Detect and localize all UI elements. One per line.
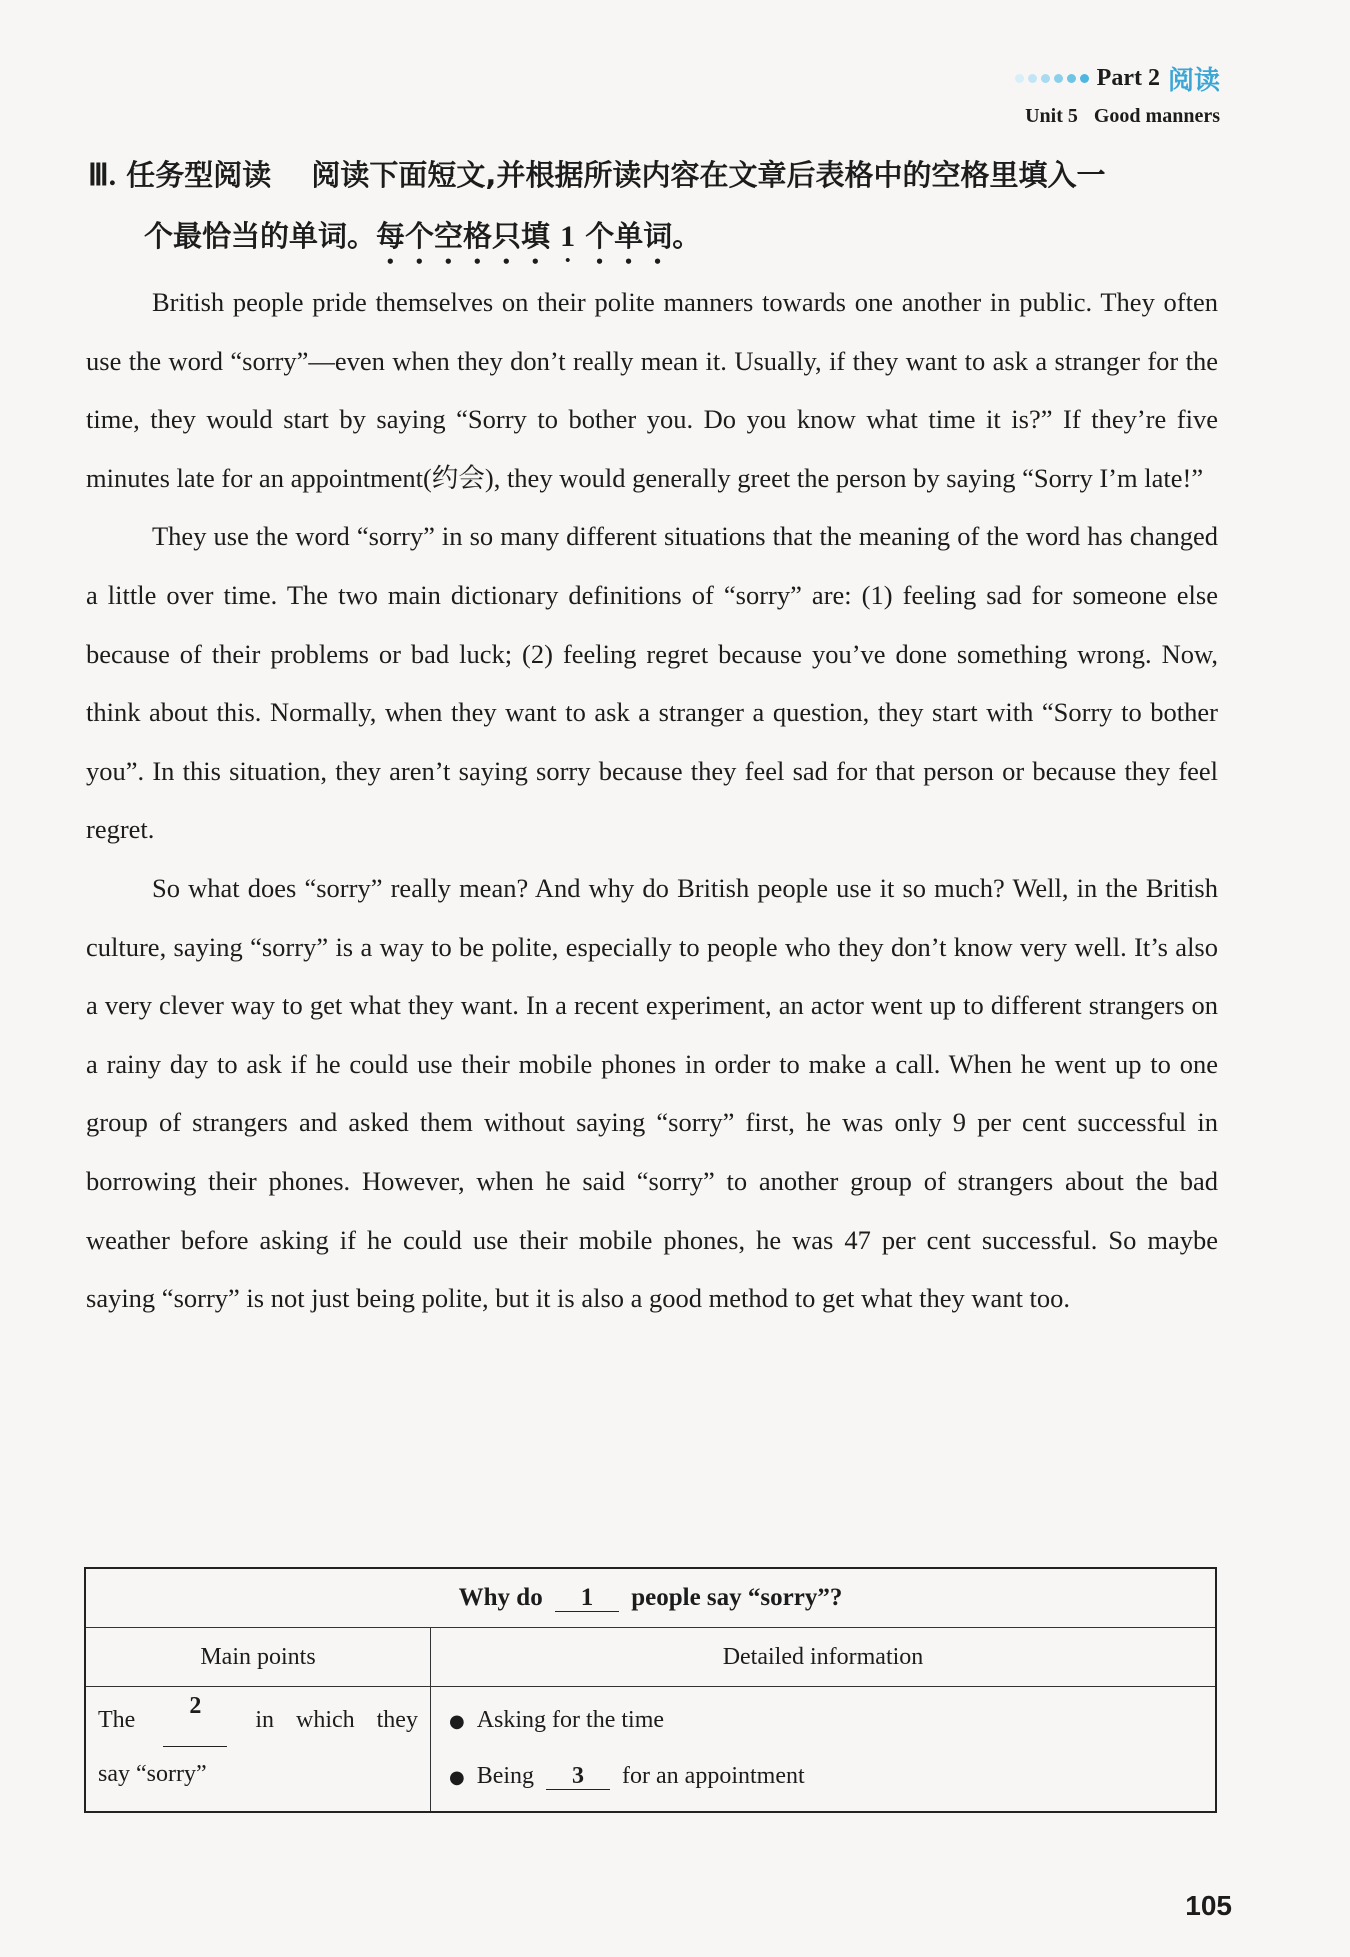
instruction-end-mark: 。 — [672, 219, 702, 253]
column-header-main: Main points — [85, 1628, 431, 1687]
table-row — [85, 1687, 1216, 1813]
dot-icon — [1054, 74, 1063, 83]
header-unit — [1015, 105, 1220, 128]
decorative-dots — [1015, 74, 1089, 83]
instruction-text-1: 阅读下面短文,并根据所读内容在文章后表格中的空格里填入一 — [311, 158, 1106, 192]
instruction-line-2 — [88, 206, 1228, 271]
reading-passage — [86, 273, 1218, 1328]
main-word: in — [255, 1707, 274, 1733]
part-cn-label: 阅读 — [1167, 66, 1220, 96]
answer-table — [84, 1567, 1217, 1813]
paragraph-1: British people pride themselves on their polite manners towards one another in public. They often use the word “sorry”—even when they don’t really mean it. Usually, if they want to ask a stranger for the time, they would start by saying “Sorry to bother you. Do you know what time it is?” If they’re five minutes late for an appointment(约会), they would generally greet the person by saying “Sorry I’m late!” — [86, 287, 1218, 493]
table-title — [85, 1568, 1216, 1628]
task-instruction — [88, 145, 1228, 271]
title-after: people say “sorry”? — [631, 1584, 843, 1611]
dot-icon — [1015, 74, 1024, 83]
detail-text: for an appointment — [622, 1763, 805, 1789]
instruction-line-1 — [88, 145, 1228, 206]
detail-item-2 — [449, 1749, 1197, 1805]
part-label: Part 2 — [1096, 65, 1160, 91]
dot-icon — [1028, 74, 1037, 83]
dot-icon — [1080, 74, 1089, 83]
detail-text: Asking for the time — [476, 1707, 665, 1733]
main-point-line-2: say “sorry” — [98, 1761, 207, 1787]
main-word: which — [295, 1707, 355, 1733]
instruction-emphasis-number: 1 — [560, 220, 576, 253]
main-point-cell — [85, 1687, 431, 1813]
column-header-detail: Detailed information — [431, 1628, 1217, 1687]
blank-1[interactable]: 1 — [555, 1585, 619, 1612]
bullet-icon: ● — [449, 1711, 465, 1732]
section-number: Ⅲ. — [88, 159, 117, 192]
detail-cell — [431, 1687, 1217, 1813]
table-header-row — [85, 1628, 1216, 1687]
main-word: The — [98, 1707, 136, 1733]
unit-label: Unit 5 — [1025, 105, 1078, 127]
paragraph-3: So what does “sorry” really mean? And why do British people use it so much? Well, in the British culture, saying “sorry” is a way to be polite, especially to people who they don’t know very well. It’s also a very clever way to get what they want. In a recent experiment, an actor went up to different strangers on a rainy day to ask if he could use their mobile phones in order to make a call. When he went up to one group of strangers and asked them without saying “sorry” first, he was only 9 per cent successful in borrowing their phones. However, when he said “sorry” to another group of strangers about the bad weather before asking if he could use their mobile phones, he was 47 per cent successful. So maybe saying “sorry” is not just being polite, but it is also a good method to get what they want too. — [86, 872, 1218, 1314]
title-before: Why do — [458, 1584, 543, 1611]
table-title-row — [85, 1568, 1216, 1628]
dot-icon — [1067, 74, 1076, 83]
detail-item-1 — [449, 1693, 1197, 1749]
blank-2[interactable]: 2 — [163, 1693, 227, 1747]
page-number: 105 — [1185, 1890, 1232, 1921]
instruction-emphasis-tail: 个单词 — [585, 219, 673, 253]
detail-text: Being — [476, 1763, 535, 1789]
bullet-icon: ● — [449, 1767, 465, 1788]
section-label: 任务型阅读 — [126, 158, 272, 192]
main-point-line-1 — [98, 1693, 418, 1747]
instruction-text-2: 个最恰当的单词。 — [144, 219, 377, 253]
page-header — [1015, 60, 1220, 128]
header-part — [1015, 60, 1220, 97]
blank-3[interactable]: 3 — [546, 1763, 610, 1790]
instruction-emphasis: 每个空格只填 — [376, 219, 551, 253]
unit-title: Good manners — [1093, 105, 1220, 127]
paragraph-2: They use the word “sorry” in so many different situations that the meaning of the word has changed a little over time. The two main dictionary definitions of “sorry” are: (1) feeling sad for someone else because of their problems or bad luck; (2) feeling regret because you’ve done something wrong. Now, think about this. Normally, when they want to ask a stranger a question, they start with “Sorry to bother you”. In this situation, they aren’t saying sorry because they feel sad for that person or because they feel regret. — [86, 521, 1218, 845]
main-word: they — [376, 1707, 418, 1733]
dot-icon — [1041, 74, 1050, 83]
